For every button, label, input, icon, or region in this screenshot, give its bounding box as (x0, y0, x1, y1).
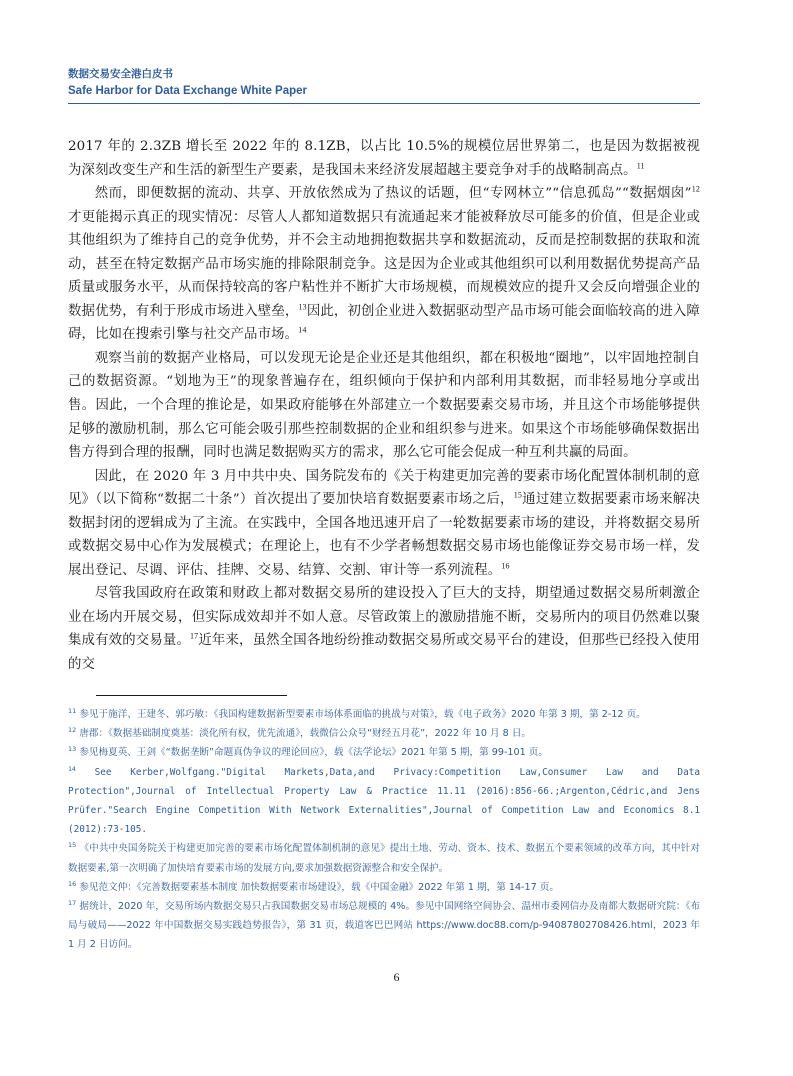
header-title-chinese: 数据交易安全港白皮书 (68, 68, 173, 80)
footnote-ref[interactable]: 13 (298, 302, 307, 312)
paragraph: 因此，在 2020 年 3 月中共中央、国务院发布的《关于构建更加完善的要素市场化配置体制机制的意见》（以下简称“数据二十条”）首次提出了要加快培育数据要素市场之后，$^{15}$通过建立数据要素市场来解决数据封闭的逻辑成为了主流。在实践中，全国各地迅速开启了一轮数据要素市场的建设，并将数据交易所或数据交易中心作为发展模式；在理论上，也有不少学者畅想数据交易市场也能像证券交易市场一样，发展出登记、尽调、评估、挂牌、交易、结算、交割、审计等一系列流程。$^{16}$ (68, 468, 700, 578)
footnote-number: 14 (68, 764, 76, 773)
footnote-item: $^{14}$ See Kerber,Wolfgang."Digital Markets,Data,and Privacy:Competition Law,Consumer Law and Data Protection",Journal of Intellectual Property Law & Practice 11.11 (2016):856-66.;Argenton,Cédric,and Jens Prüfer."Search Engine Competition With Network Externalities",Journal of Competition Law and Economics 8.1 (2012):73-105. (68, 764, 700, 836)
footnote-item: $^{13}$ 参见梅夏英、王剑《“数据垄断”命题真伪争议的理论回应》，载《法学论坛》2021 年第 5 期，第 99-101 页。 (68, 745, 548, 759)
paragraph: 然而，即便数据的流动、共享、开放依然成为了热议的话题，但“专网林立”“信息孤岛”“数据烟囱”$^{12}$才更能揭示真正的现实情况：尽管人人都知道数据只有流通起来才能被释放尽可能多的价值，但是企业或其他组织为了维持自己的竞争优势，并不会主动地拥抱数据共享和数据流动，反而是控制数据的获取和流动，甚至在特定数据产品市场实施的排除限制竞争。这是因为企业或其他组织可以利用数据优势提高产品质量或服务水平，从而保持较高的客户粘性并不断扩大市场规模，而规模效应的提升又会反向增强企业的数据优势，有利于形成市场进入壁垒，$^{13}$因此，初创企业进入数据驱动型产品市场可能会面临较高的进入障碍，比如在搜索引擎与社交产品市场。$^{14}$ (68, 184, 700, 343)
footnote-number: 12 (68, 726, 77, 735)
paragraph: 观察当前的数据产业格局，可以发现无论是企业还是其他组织，都在积极地“圈地”，以牢固地控制自己的数据资源。“划地为王”的现象普遍存在，组织倾向于保护和内部利用其数据，而非轻易地分享或出售。因此，一个合理的推论是，如果政府能够在外部建立一个数据要素交易市场，并且这个市场能够提供足够的激励机制，那么它可能会吸引那些控制数据的企业和组织参与进来。如果这个市场能够确保数据出售方得到合理的报酬，同时也满足数据购买方的需求，那么它可能会促成一种互利共赢的局面。 (68, 350, 700, 461)
body-text (68, 135, 700, 677)
header-divider (68, 103, 700, 104)
footnote-divider (96, 695, 287, 696)
footnotes (68, 705, 700, 955)
footnote-item: $^{11}$ 参见于施洋、王建冬、郭巧敏：《我国构建数据新型要素市场体系面临的挑战与对策》，载《电子政务》2020 年第 3 期，第 2-12 页。 (68, 706, 646, 720)
footnote-number: 13 (68, 745, 77, 754)
footnote-item: $^{16}$ 参见范文仲：《完善数据要素基本制度 加快数据要素市场建设》，载《中国金融》2022 年第 1 期，第 14-17 页。 (68, 879, 559, 893)
paragraph: 尽管我国政府在政策和财政上都对数据交易所的建设投入了巨大的支持，期望通过数据交易所刺激企业在场内开展交易，但实际成效却并不如人意。尽管政策上的激励措施不断，交易所内的项目仍然难以聚集成有效的交易量。$^{17}$近年来，虽然全国各地纷纷推动数据交易所或交易平台的建设，但那些已经投入使用的交 (68, 586, 700, 673)
header-title-english: Safe Harbor for Data Exchange White Paper (68, 85, 308, 97)
running-header (68, 67, 700, 99)
footnote-number: 17 (68, 898, 77, 907)
footnote-ref[interactable]: 12 (691, 184, 700, 194)
page-number: 6 (393, 970, 400, 984)
footnote-ref[interactable]: 16 (501, 561, 510, 571)
footnote-item: $^{17}$ 据统计，2020 年，交易所场内数据交易只占我国数据交易市场总规模的 4%。参见中国网络空间协会、温州市委网信办及南都大数据研究院：《布局与破局——2022 年中国数据交易实践趋势报告》，第 31 页，载道客巴巴网站 https://www.doc88.com/p-94087802708426.html，2023 年 1 月 2 日访问。 (68, 898, 700, 951)
footnote-ref[interactable]: 14 (298, 325, 307, 335)
footnote-ref[interactable]: 15 (513, 490, 523, 500)
footnote-number: 16 (68, 879, 77, 888)
footnote-item: $^{15}$ 《中共中央国务院关于构建更加完善的要素市场化配置体制机制的意见》提出土地、劳动、资本、技术、数据五个要素领域的改革方向，其中针对数据要素,第一次明确了加快培育要素市场的发展方向,要求加强数据资源整合和安全保护。 (68, 841, 700, 874)
footnote-number: 15 (68, 841, 77, 850)
footnote-item: $^{12}$ 唐郡：《数据基础制度奠基：淡化所有权，优先流通》，载微信公众号“财经五月花”，2022 年 10 月 8 日。 (68, 726, 532, 740)
paragraph: 2017 年的 2.3ZB 增长至 2022 年的 8.1ZB，以占比 10.5%的规模位居世界第二，也是因为数据被视为深刻改变生产和生活的新型生产要素，是我国未来经济发展超越主要竞争对手的战略制高点。$^{11}$ (68, 139, 700, 178)
footnote-ref[interactable]: 17 (190, 632, 199, 642)
footnote-number: 11 (68, 706, 77, 715)
footnote-ref[interactable]: 11 (636, 161, 645, 171)
